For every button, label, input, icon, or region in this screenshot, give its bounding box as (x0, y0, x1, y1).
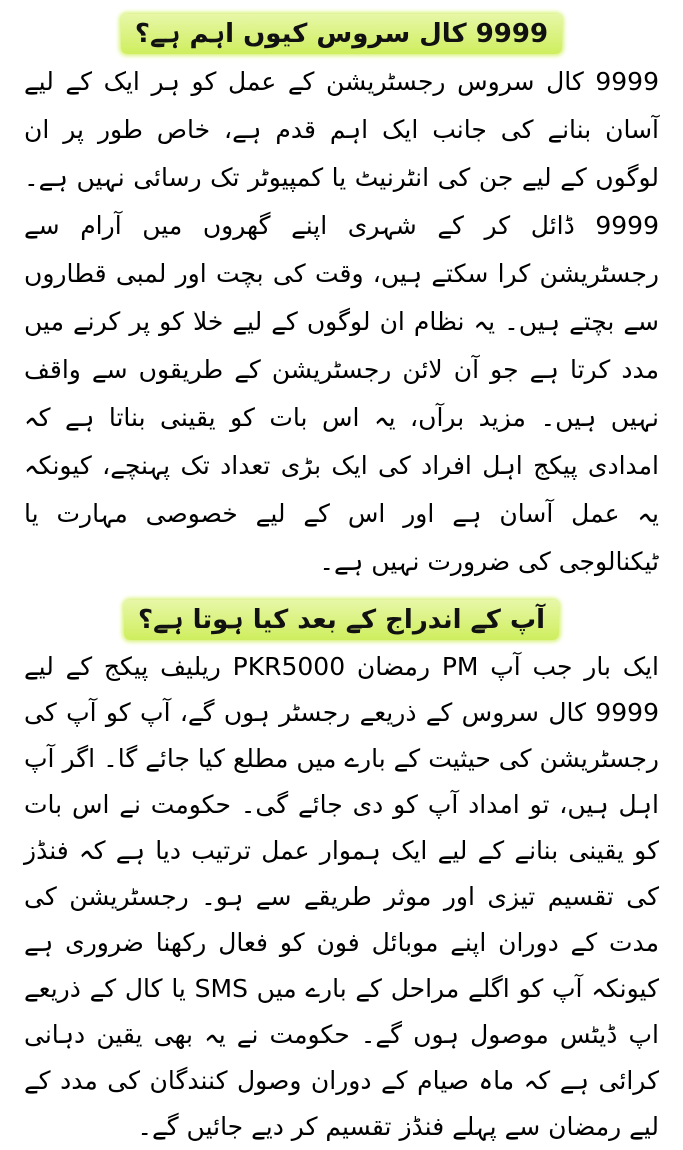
section-1-paragraph: 9999 کال سروس رجسٹریشن کے عمل کو ہر ایک کے لیے آسان بنانے کی جانب ایک اہم قدم ہے، خاص طور پر ان لوگوں کے لیے جن کی انٹرنیٹ یا کمپیوٹر تک رسائی نہیں ہے۔ 9999 ڈائل کر کے شہری اپنے گھروں میں آرام سے رجسٹریشن کرا سکتے ہیں، وقت کی بچت اور لمبی قطاروں سے بچتے ہیں۔ یہ نظام ان لوگوں کے لیے خلا کو پر کرنے میں مدد کرتا ہے جو آن لائن رجسٹریشن کے طریقوں سے واقف نہیں ہیں۔ مزید برآں، یہ اس بات کو یقینی بناتا ہے کہ امدادی پیکج اہل افراد کی ایک بڑی تعداد تک پہنچے، کیونکہ یہ عمل آسان ہے اور اس کے لیے خصوصی مہارت یا ٹیکنالوجی کی ضرورت نہیں ہے۔ (24, 67, 659, 576)
section-2-heading-wrap (24, 600, 659, 640)
section-1-heading-wrap (24, 14, 659, 54)
section-2-paragraph: ایک بار جب آپ PM رمضان PKR5000 ریلیف پیکج کے لیے 9999 کال سروس کے ذریعے رجسٹر ہوں گے، آپ کو آپ کی رجسٹریشن کی حیثیت کے بارے میں مطلع کیا جائے گا۔ اگر آپ اہل ہیں، تو امداد آپ کو دی جائے گی۔ حکومت نے اس بات کو یقینی بنانے کے لیے ایک ہموار عمل ترتیب دیا ہے کہ فنڈز کی تقسیم تیزی اور موثر طریقے سے ہو۔ رجسٹریشن کی مدت کے دوران اپنے موبائل فون کو فعال رکھنا ضروری ہے کیونکہ آپ کو اگلے مراحل کے بارے میں SMS یا کال کے ذریعے اپ ڈیٹس موصول ہوں گے۔ حکومت نے یہ بھی یقین دہانی کرائی ہے کہ ماہ صیام کے دوران وصول کنندگان کی مدد کے لیے رمضان سے پہلے فنڈز تقسیم کر دیے جائیں گے۔ (24, 652, 659, 1141)
section-2-heading: آپ کے اندراج کے بعد کیا ہوتا ہے؟ (124, 600, 559, 640)
article (0, 14, 683, 1150)
section-1-heading: 9999 کال سروس کیوں اہم ہے؟ (121, 14, 562, 54)
